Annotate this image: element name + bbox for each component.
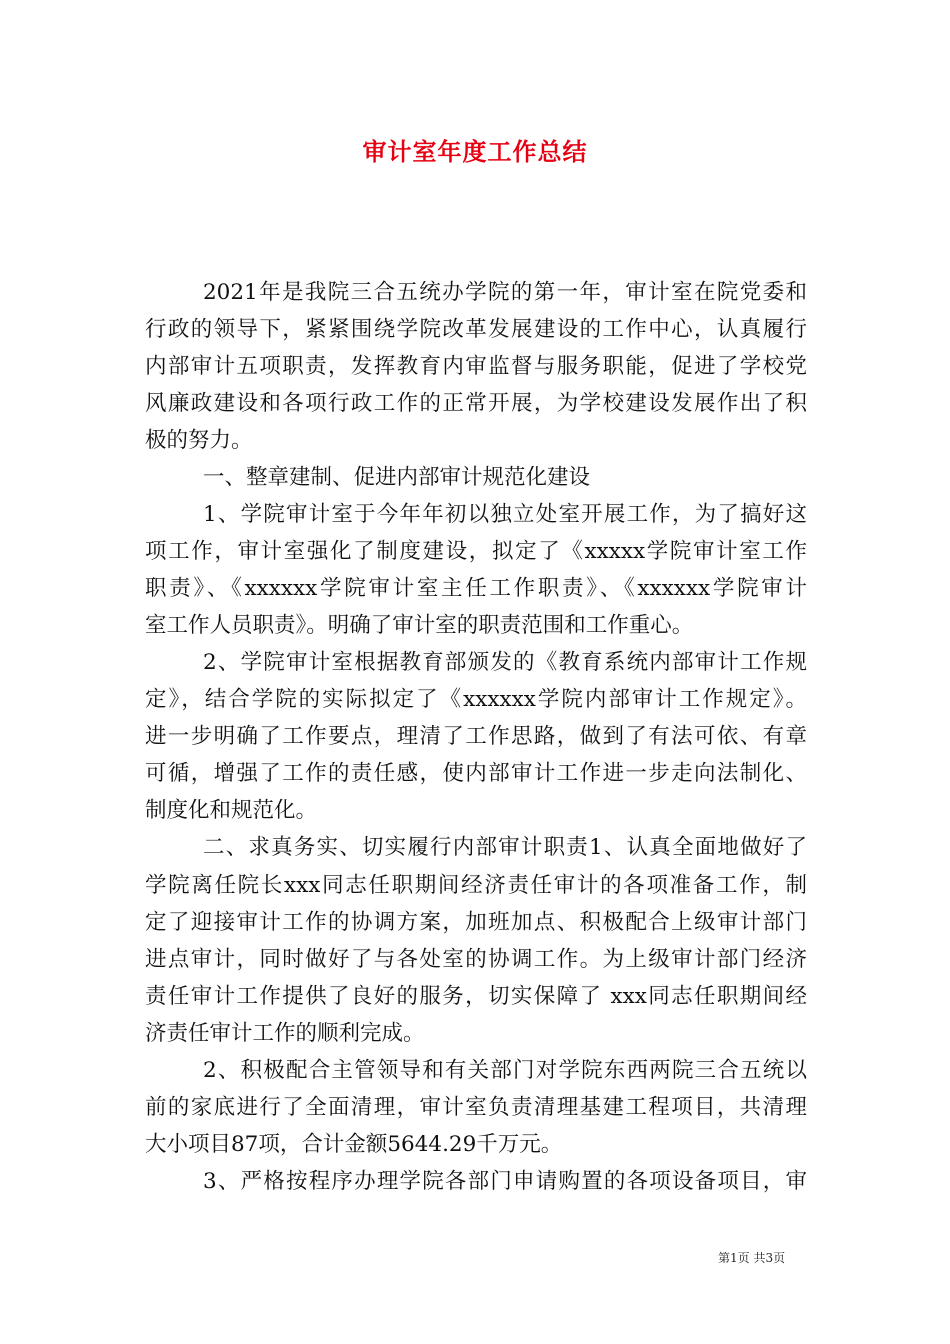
text-line: 进点审计，同时做好了与各处室的协调工作。为上级审计部门经济 bbox=[145, 946, 807, 972]
text-line: 定》，结合学院的实际拟定了《xxxxxx学院内部审计工作规定》。 bbox=[145, 687, 807, 713]
text-line: 极的努力。 bbox=[145, 428, 253, 454]
paragraph bbox=[145, 274, 807, 459]
text-line: 一、整章建制、促进内部审计规范化建设 bbox=[203, 465, 591, 491]
text-line: 进一步明确了工作要点，理清了工作思路，做到了有法可依、有章 bbox=[145, 724, 807, 750]
paragraph bbox=[145, 1052, 807, 1163]
text-line: 1、学院审计室于今年年初以独立处室开展工作，为了搞好这 bbox=[203, 502, 807, 528]
text-line: 制度化和规范化。 bbox=[145, 798, 318, 824]
text-line: 2、学院审计室根据教育部颁发的《教育系统内部审计工作规 bbox=[203, 650, 807, 676]
text-line: 风廉政建设和各项行政工作的正常开展，为学校建设发展作出了积 bbox=[145, 391, 807, 417]
text-line: 可循，增强了工作的责任感，使内部审计工作进一步走向法制化、 bbox=[145, 761, 807, 787]
text-line: 大小项目87项，合计金额5644.29千万元。 bbox=[145, 1131, 563, 1157]
paragraph bbox=[145, 829, 807, 1051]
paragraph bbox=[145, 644, 807, 829]
page-number: 第1页 共3页 bbox=[718, 1251, 786, 1265]
text-line: 项工作，审计室强化了制度建设，拟定了《xxxxx学院审计室工作 bbox=[145, 539, 807, 565]
text-line: 内部审计五项职责，发挥教育内审监督与服务职能，促进了学校党 bbox=[145, 354, 807, 380]
paragraph bbox=[145, 496, 807, 644]
text-line: 3、严格按程序办理学院各部门申请购置的各项设备项目，审 bbox=[203, 1168, 807, 1194]
text-line: 行政的领导下，紧紧围绕学院改革发展建设的工作中心，认真履行 bbox=[145, 317, 807, 343]
text-line: 学院离任院长xxx同志任职期间经济责任审计的各项准备工作，制 bbox=[145, 872, 807, 898]
text-line: 济责任审计工作的顺利完成。 bbox=[145, 1020, 425, 1046]
text-line: 2021年是我院三合五统办学院的第一年，审计室在院党委和 bbox=[203, 280, 807, 305]
text-line: 前的家底进行了全面清理，审计室负责清理基建工程项目，共清理 bbox=[145, 1094, 807, 1120]
text-line: 定了迎接审计工作的协调方案，加班加点、积极配合上级审计部门 bbox=[145, 909, 807, 935]
text-line: 责任审计工作提供了良好的服务，切实保障了 xxx同志任职期间经 bbox=[145, 983, 807, 1009]
text-line: 职责》、《xxxxxx学院审计室主任工作职责》、《xxxxxx学院审计 bbox=[145, 576, 807, 602]
document-body bbox=[145, 274, 807, 1200]
paragraph bbox=[145, 459, 807, 496]
text-line: 室工作人员职责》。明确了审计室的职责范围和工作重心。 bbox=[145, 613, 694, 639]
document-title: 审计室年度工作总结 bbox=[362, 137, 588, 166]
text-line: 2、积极配合主管领导和有关部门对学院东西两院三合五统以 bbox=[203, 1057, 807, 1083]
paragraph bbox=[145, 1163, 807, 1200]
text-line: 二、求真务实、切实履行内部审计职责1、认真全面地做好了 bbox=[203, 835, 807, 861]
